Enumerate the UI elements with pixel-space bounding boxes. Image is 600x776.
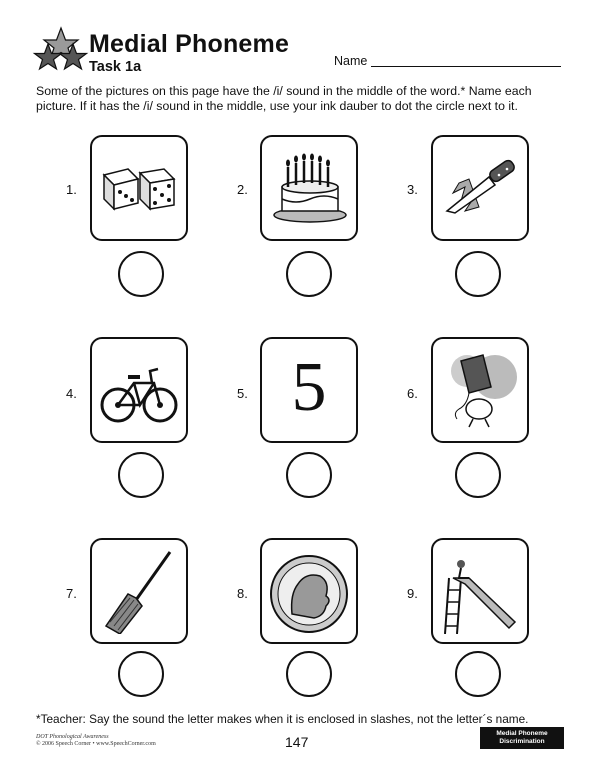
badge-line-2: Discrimination bbox=[499, 738, 545, 745]
copyright: © 2006 Speech Corner • www.SpeechCorner.com bbox=[36, 741, 156, 747]
stars-logo-icon bbox=[32, 26, 90, 78]
item-number: 5. bbox=[237, 386, 248, 401]
picture-card bbox=[431, 337, 529, 443]
picture-card bbox=[431, 538, 529, 644]
answer-circle[interactable] bbox=[118, 651, 164, 697]
teacher-note: *Teacher: Say the sound the letter makes when it is enclosed in slashes, not the letter´s name. bbox=[36, 712, 529, 726]
picture-card bbox=[431, 135, 529, 241]
answer-circle[interactable] bbox=[455, 651, 501, 697]
dime-icon bbox=[268, 548, 350, 634]
answer-circle[interactable] bbox=[286, 251, 332, 297]
picture-card bbox=[90, 135, 188, 241]
answer-circle[interactable] bbox=[286, 452, 332, 498]
number-five-icon: 5 bbox=[291, 349, 327, 426]
slide-icon bbox=[439, 548, 521, 634]
answer-circle[interactable] bbox=[118, 452, 164, 498]
answer-circle[interactable] bbox=[286, 651, 332, 697]
item-number: 9. bbox=[407, 586, 418, 601]
credit-title: DOT Phonological Awareness bbox=[36, 734, 109, 740]
badge-line-1: Medial Phoneme bbox=[496, 730, 548, 737]
broom-icon bbox=[98, 548, 180, 634]
name-field[interactable] bbox=[371, 66, 561, 67]
knife-icon bbox=[439, 145, 521, 231]
birthday-cake-icon bbox=[268, 145, 350, 231]
name-label: Name bbox=[334, 54, 368, 68]
page-title: Medial Phoneme bbox=[89, 30, 290, 58]
item-number: 4. bbox=[66, 386, 77, 401]
kite-icon bbox=[439, 347, 521, 433]
instructions: Some of the pictures on this page have the /i/ sound in the middle of the word.* Name each picture. If it has the /i/ sound in the middle, use your ink dauber to dot the circle next to it. bbox=[36, 84, 532, 113]
task-label: Task 1a bbox=[89, 59, 142, 75]
item-number: 1. bbox=[66, 182, 77, 197]
answer-circle[interactable] bbox=[455, 251, 501, 297]
dice-icon bbox=[98, 145, 180, 231]
picture-card bbox=[260, 538, 358, 644]
item-number: 6. bbox=[407, 386, 418, 401]
picture-card bbox=[260, 337, 358, 443]
answer-circle[interactable] bbox=[118, 251, 164, 297]
section-badge bbox=[480, 727, 564, 749]
item-number: 3. bbox=[407, 182, 418, 197]
item-number: 2. bbox=[237, 182, 248, 197]
bicycle-icon bbox=[98, 347, 180, 433]
picture-card bbox=[90, 538, 188, 644]
picture-card bbox=[90, 337, 188, 443]
item-number: 7. bbox=[66, 586, 77, 601]
picture-card bbox=[260, 135, 358, 241]
answer-circle[interactable] bbox=[455, 452, 501, 498]
item-number: 8. bbox=[237, 586, 248, 601]
page-number: 147 bbox=[285, 734, 309, 750]
